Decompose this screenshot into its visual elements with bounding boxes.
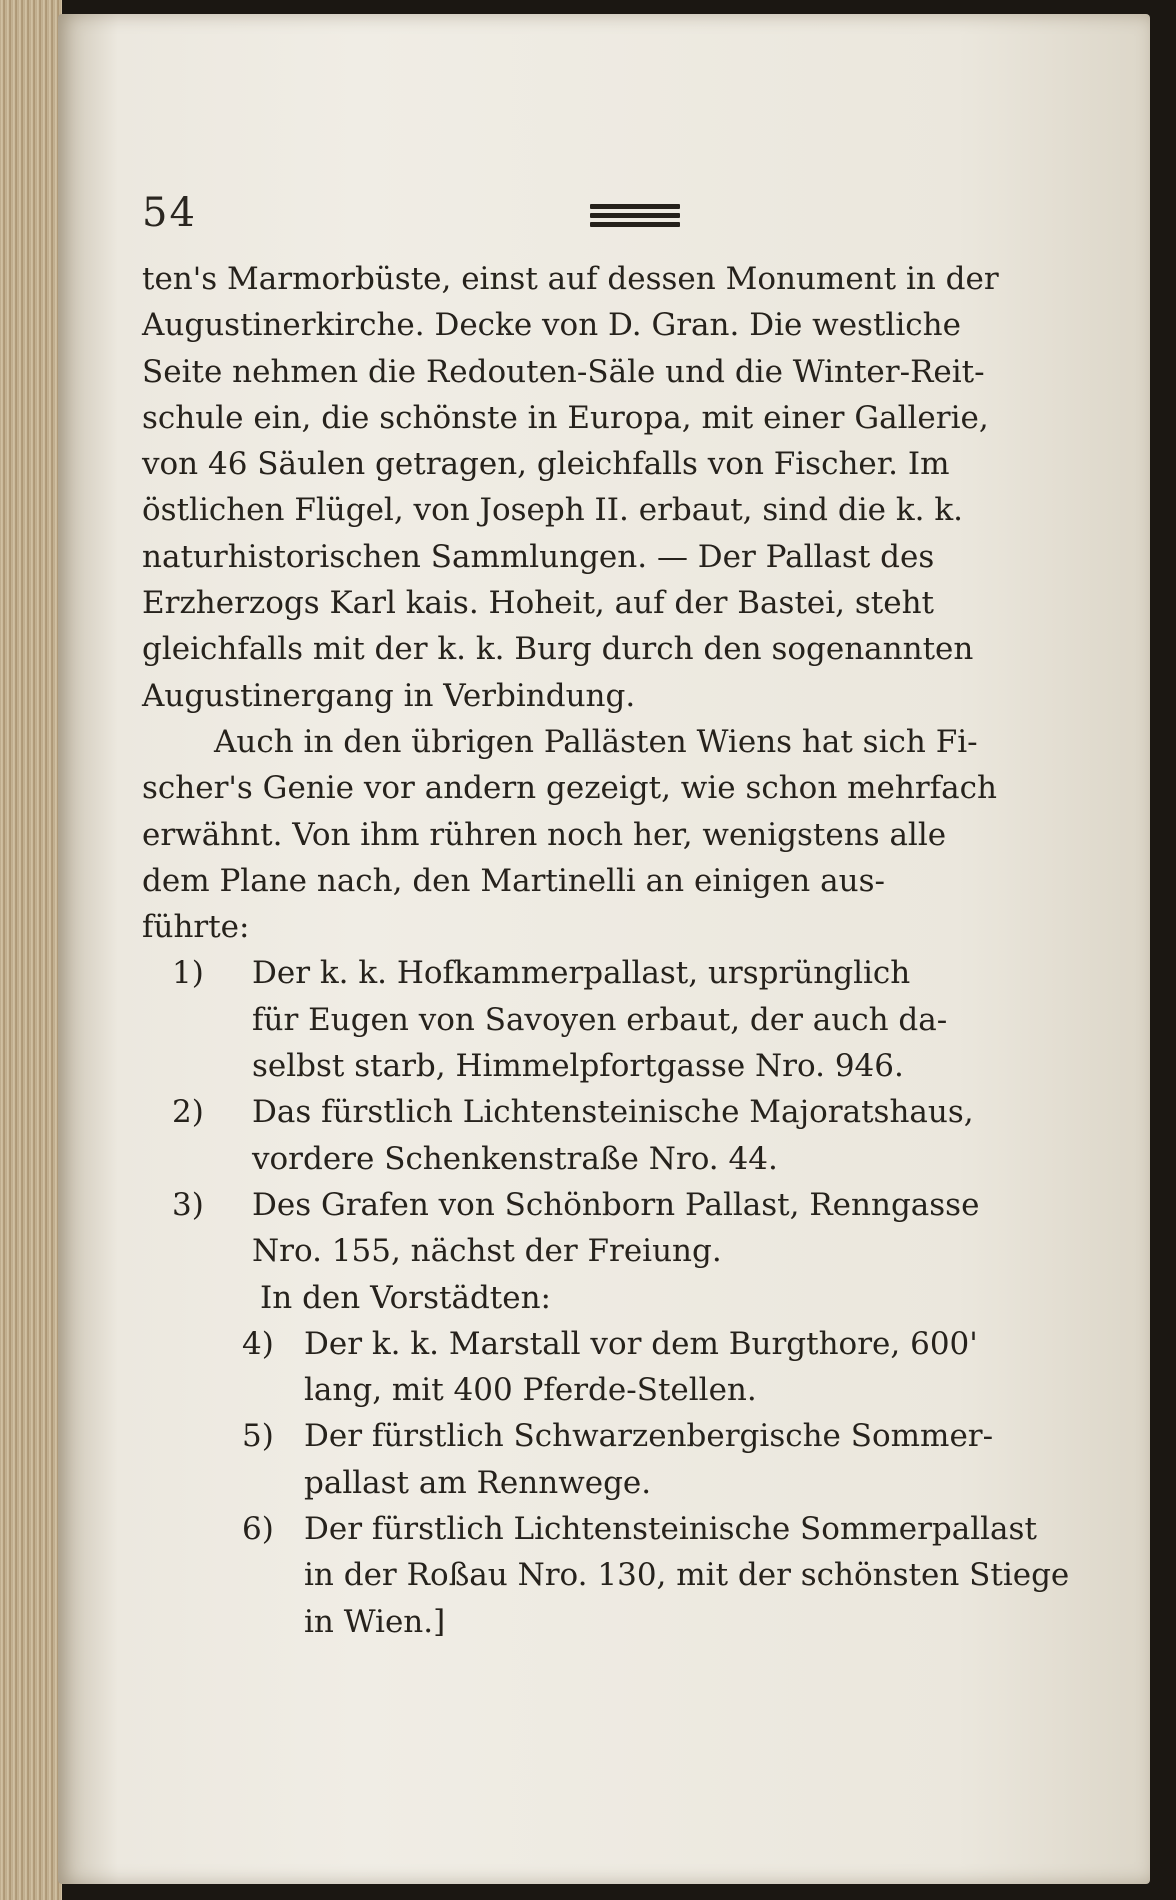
list-item-text: in Wien.] [304, 1603, 446, 1640]
header-ornament-rule [590, 204, 680, 231]
list-item-text: Des Grafen von Schönborn Pallast, Renngasse [252, 1186, 980, 1223]
list-item [142, 1182, 1082, 1275]
text-line: erwähnt. Von ihm rühren noch her, wenigstens alle [142, 816, 947, 853]
list-item [142, 1321, 1082, 1414]
text-line: scher's Genie vor andern gezeigt, wie schon mehrfach [142, 770, 997, 807]
list-item-text: pallast am Rennwege. [304, 1464, 652, 1501]
list-item-text: Der fürstlich Schwarzenbergische Sommer- [304, 1418, 994, 1455]
text-line: führte: [142, 909, 250, 946]
list-item [142, 950, 1082, 1089]
list-item-number: 2) [172, 1094, 204, 1131]
page-edges [0, 0, 62, 1900]
text-line: naturhistorischen Sammlungen. — Der Pallast des [142, 538, 935, 575]
text-line: gleichfalls mit der k. k. Burg durch den sogenannten [142, 631, 974, 668]
text-line: schule ein, die schönste in Europa, mit einer Gallerie, [142, 399, 989, 436]
list-item-text: Der fürstlich Lichtensteinische Sommerpallast [304, 1511, 1037, 1548]
list-item-number: 5) [242, 1418, 274, 1455]
text-line: Augustinergang in Verbindung. [142, 677, 636, 714]
text-line: ten's Marmorbüste, einst auf dessen Monument in der [142, 261, 999, 297]
list-item [142, 1089, 1082, 1182]
text-line: Erzherzogs Karl kais. Hoheit, auf der Bastei, steht [142, 585, 934, 622]
list-item-text: in der Roßau Nro. 130, mit der schönsten Stiege [304, 1557, 1070, 1594]
text-line: östlichen Flügel, von Joseph II. erbaut, sind die k. k. [142, 492, 963, 529]
text-line: Seite nehmen die Redouten-Säle und die Winter-Reit- [142, 353, 985, 390]
list-item-text: für Eugen von Savoyen erbaut, der auch da- [252, 1001, 948, 1038]
text-line: dem Plane nach, den Martinelli an einigen aus- [142, 862, 885, 899]
list-item-text: selbst starb, Himmelpfortgasse Nro. 946. [252, 1048, 904, 1085]
list-item-number: 3) [172, 1186, 204, 1223]
list-item-text: Nro. 155, nächst der Freiung. [252, 1233, 722, 1270]
page-number: 54 [142, 190, 197, 236]
paragraph-start-line: Auch in den übrigen Pallästen Wiens hat sich Fi- [214, 723, 978, 760]
list-item-text: Der k. k. Hofkammerpallast, ursprünglich [252, 955, 911, 992]
list-item-text: Das fürstlich Lichtensteinische Majoratshaus, [252, 1094, 974, 1131]
body-text [142, 256, 1082, 1645]
list-item-number: 6) [242, 1511, 274, 1548]
list-item-text: lang, mit 400 Pferde-Stellen. [304, 1372, 757, 1409]
list-item-number: 1) [172, 955, 204, 992]
text-line: von 46 Säulen getragen, gleichfalls von Fischer. Im [142, 446, 950, 483]
list-item-text: vordere Schenkenstraße Nro. 44. [252, 1140, 778, 1177]
text-line: Augustinerkirche. Decke von D. Gran. Die westliche [142, 307, 961, 344]
page-header [142, 190, 1102, 240]
section-subheading: In den Vorstädten: [260, 1279, 552, 1316]
list-item [142, 1506, 1082, 1645]
list-item [142, 1413, 1082, 1506]
list-item-number: 4) [242, 1325, 274, 1362]
list-item-text: Der k. k. Marstall vor dem Burgthore, 600' [304, 1325, 978, 1362]
